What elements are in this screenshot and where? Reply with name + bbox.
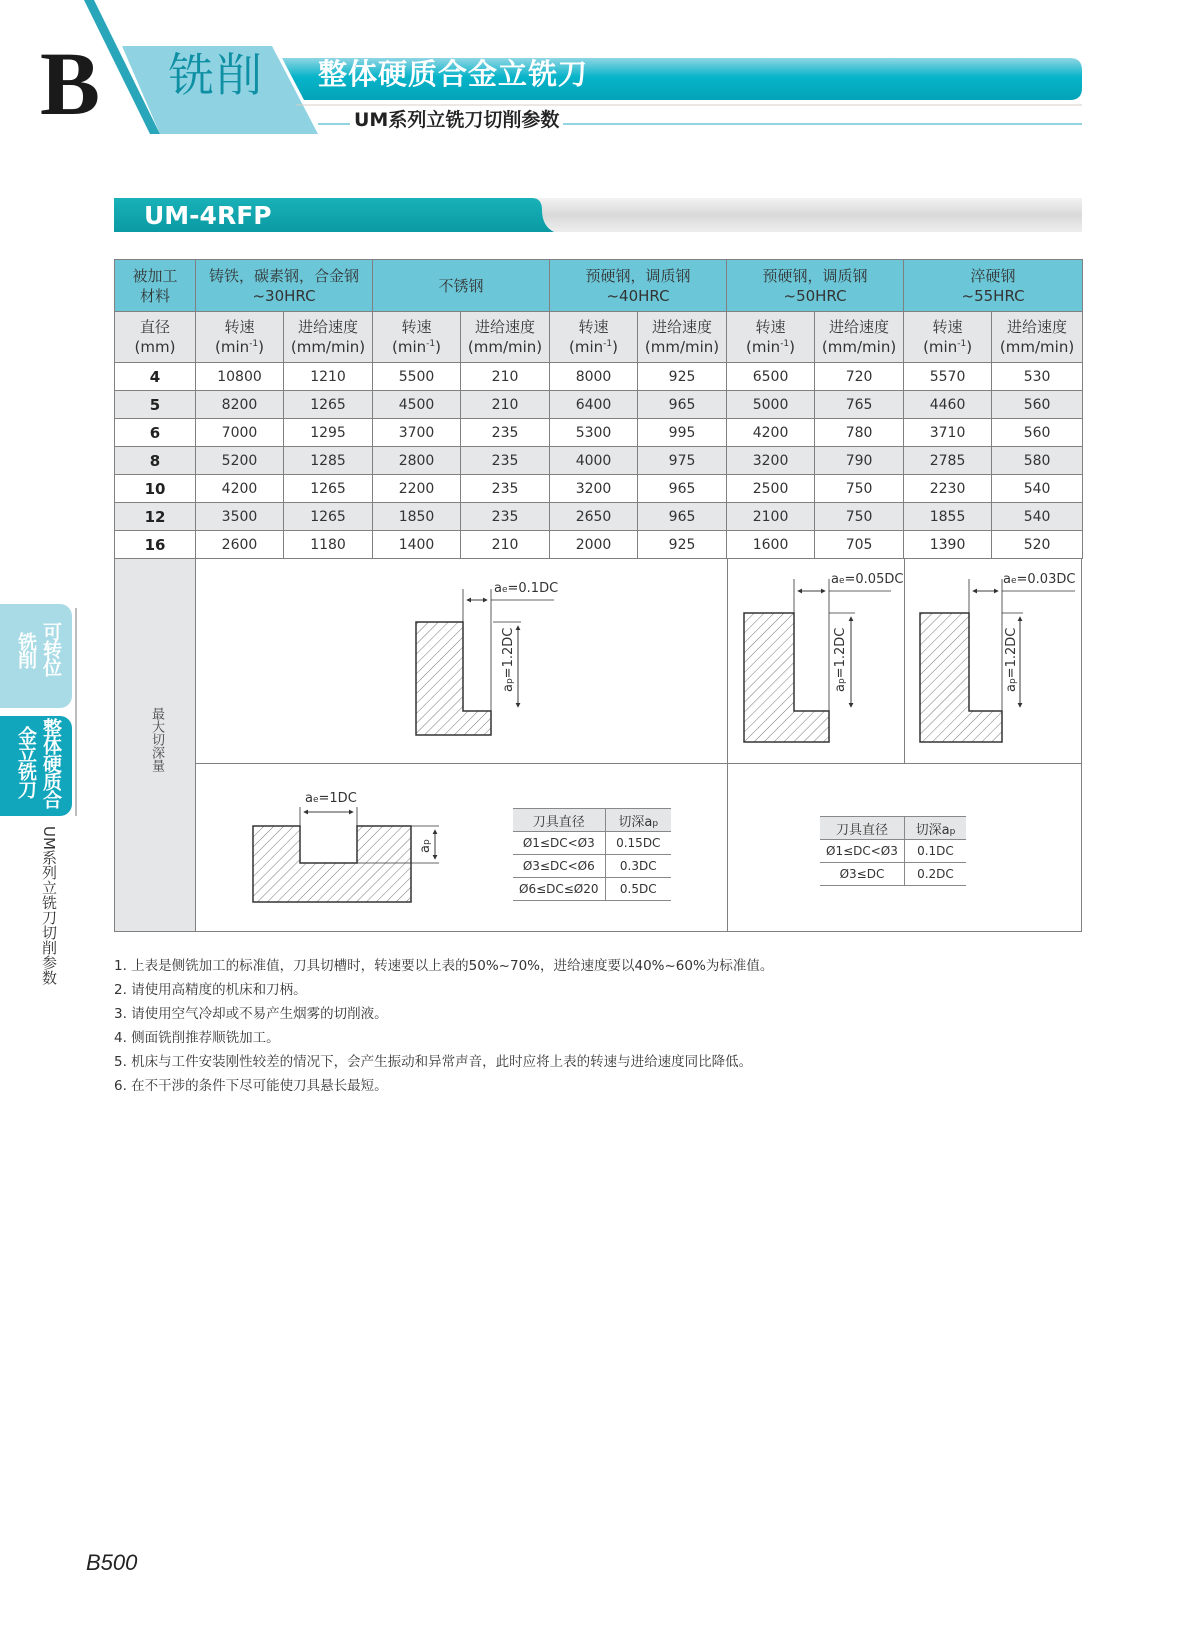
table-row bbox=[115, 419, 1083, 447]
speed-cell: 5200 bbox=[196, 447, 284, 475]
speed-cell: 5300 bbox=[550, 419, 638, 447]
model-name: UM-4RFP bbox=[144, 201, 272, 230]
speed-cell: 2500 bbox=[727, 475, 815, 503]
feed-cell: 750 bbox=[815, 475, 904, 503]
feed-cell: 765 bbox=[815, 391, 904, 419]
diameter-cell: 10 bbox=[115, 475, 196, 503]
speed-cell: 2200 bbox=[373, 475, 461, 503]
diameter-cell: 4 bbox=[115, 363, 196, 391]
slot-depth-row bbox=[513, 855, 671, 878]
feed-cell: 995 bbox=[638, 419, 727, 447]
feed-cell: 560 bbox=[992, 391, 1083, 419]
slot-ap-label: ap bbox=[418, 839, 433, 853]
speed-cell: 8000 bbox=[550, 363, 638, 391]
page-number: B500 bbox=[86, 1550, 138, 1575]
feed-cell: 780 bbox=[815, 419, 904, 447]
speed-cell: 5500 bbox=[373, 363, 461, 391]
feed-cell: 925 bbox=[638, 531, 727, 559]
slot-depth-row bbox=[820, 863, 966, 886]
diameter-range-cell: Ø3≤DC<Ø6 bbox=[513, 855, 605, 878]
note-item: 4. 侧面铣削推荐顺铣加工。 bbox=[114, 1030, 280, 1046]
diameter-cell: 16 bbox=[115, 531, 196, 559]
feed-cell: 520 bbox=[992, 531, 1083, 559]
speed-cell: 2000 bbox=[550, 531, 638, 559]
speed-cell: 2230 bbox=[904, 475, 992, 503]
slot-depth-table-1 bbox=[513, 808, 671, 901]
speed-cell: 3700 bbox=[373, 419, 461, 447]
feed-cell: 705 bbox=[815, 531, 904, 559]
speed-cell: 6400 bbox=[550, 391, 638, 419]
speed-cell: 2100 bbox=[727, 503, 815, 531]
cut-depth-header: 切深ap bbox=[605, 809, 671, 832]
speed-cell: 2785 bbox=[904, 447, 992, 475]
side-caption: UM系列立铣刀切削参数 bbox=[40, 826, 58, 985]
note-item: 6. 在不干涉的条件下尽可能使刀具悬长最短。 bbox=[114, 1078, 388, 1094]
speed-header: 转速 $(\min^{-1})$ bbox=[550, 312, 638, 363]
speed-cell: 10800 bbox=[196, 363, 284, 391]
diameter-range-cell: Ø1≤DC<Ø3 bbox=[820, 840, 904, 863]
ap-label-2: ap=1.2DC bbox=[833, 627, 848, 692]
feed-cell: 750 bbox=[815, 503, 904, 531]
note-item: 5. 机床与工件安装刚性较差的情况下，会产生振动和异常声音，此时应将上表的转速与进给速度同比降低。 bbox=[114, 1054, 753, 1070]
table-row bbox=[115, 447, 1083, 475]
cut-depth-header: 切深ap bbox=[904, 817, 966, 840]
speed-cell: 4000 bbox=[550, 447, 638, 475]
speed-cell: 1855 bbox=[904, 503, 992, 531]
note-item: 2. 请使用高精度的机床和刀柄。 bbox=[114, 982, 307, 998]
speed-header: 转速 $(\min^{-1})$ bbox=[196, 312, 284, 363]
slot-depth-row bbox=[820, 840, 966, 863]
material-label: 被加工 材料 bbox=[115, 260, 196, 312]
material-header-row bbox=[115, 260, 1083, 312]
table-row bbox=[115, 503, 1083, 531]
feed-cell: 210 bbox=[461, 391, 550, 419]
speed-cell: 1390 bbox=[904, 531, 992, 559]
diameter-cell: 12 bbox=[115, 503, 196, 531]
speed-cell: 3200 bbox=[550, 475, 638, 503]
speed-cell: 2800 bbox=[373, 447, 461, 475]
note-item: 3. 请使用空气冷却或不易产生烟雾的切削液。 bbox=[114, 1006, 388, 1022]
feed-cell: 975 bbox=[638, 447, 727, 475]
speed-cell: 3500 bbox=[196, 503, 284, 531]
category-label: 铣削 bbox=[168, 48, 264, 102]
diameter-header: 直径 (mm) bbox=[115, 312, 196, 363]
feed-cell: 1265 bbox=[284, 475, 373, 503]
side-tab-indexable-milling[interactable]: 可转位 铣削 bbox=[0, 604, 72, 708]
page-title: 整体硬质合金立铣刀 bbox=[318, 57, 589, 91]
table-row bbox=[115, 475, 1083, 503]
slotting-diagram bbox=[253, 807, 439, 902]
feed-cell: 580 bbox=[992, 447, 1083, 475]
diameter-cell: 6 bbox=[115, 419, 196, 447]
table-row bbox=[115, 391, 1083, 419]
tool-diameter-header: 刀具直径 bbox=[513, 809, 605, 832]
slot-depth-row bbox=[513, 878, 671, 901]
feed-cell: 965 bbox=[638, 503, 727, 531]
ae-label-1: ae=0.1DC bbox=[494, 581, 559, 596]
side-milling-diagram-3 bbox=[920, 579, 1075, 742]
material-prehardened-50: 预硬钢，调质钢 ~50HRC bbox=[727, 260, 904, 312]
diameter-range-cell: Ø6≤DC≤Ø20 bbox=[513, 878, 605, 901]
max-depth-label: 最大切深量 bbox=[149, 707, 164, 772]
depth-value-cell: 0.5DC bbox=[605, 878, 671, 901]
feed-cell: 965 bbox=[638, 475, 727, 503]
feed-cell: 925 bbox=[638, 363, 727, 391]
tool-diameter-header: 刀具直径 bbox=[820, 817, 904, 840]
material-cast-iron: 铸铁，碳素钢，合金钢 ~30HRC bbox=[196, 260, 373, 312]
feed-cell: 235 bbox=[461, 419, 550, 447]
model-bar bbox=[114, 198, 1082, 234]
notes-list bbox=[114, 954, 1014, 1098]
feed-cell: 790 bbox=[815, 447, 904, 475]
feed-cell: 1180 bbox=[284, 531, 373, 559]
page-subtitle: UM系列立铣刀切削参数 bbox=[350, 111, 563, 130]
ap-label-1: ap=1.2DC bbox=[501, 627, 516, 692]
feed-cell: 1265 bbox=[284, 391, 373, 419]
speed-cell: 2600 bbox=[196, 531, 284, 559]
feed-cell: 1210 bbox=[284, 363, 373, 391]
feed-cell: 235 bbox=[461, 447, 550, 475]
slot-depth-row bbox=[513, 832, 671, 855]
feed-cell: 210 bbox=[461, 531, 550, 559]
material-hardened-55: 淬硬钢 ~55HRC bbox=[904, 260, 1083, 312]
speed-cell: 6500 bbox=[727, 363, 815, 391]
depth-value-cell: 0.3DC bbox=[605, 855, 671, 878]
max-depth-section bbox=[114, 559, 1082, 932]
feed-cell: 235 bbox=[461, 503, 550, 531]
speed-cell: 1600 bbox=[727, 531, 815, 559]
table-row bbox=[115, 531, 1083, 559]
section-letter: B bbox=[40, 35, 99, 134]
feed-cell: 235 bbox=[461, 475, 550, 503]
feed-cell: 530 bbox=[992, 363, 1083, 391]
diameter-range-cell: Ø3≤DC bbox=[820, 863, 904, 886]
speed-cell: 8200 bbox=[196, 391, 284, 419]
speed-cell: 5000 bbox=[727, 391, 815, 419]
speed-cell: 5570 bbox=[904, 363, 992, 391]
side-milling-diagram-1 bbox=[416, 589, 554, 735]
speed-cell: 1850 bbox=[373, 503, 461, 531]
speed-header: 转速 $(\min^{-1})$ bbox=[727, 312, 815, 363]
diameter-cell: 5 bbox=[115, 391, 196, 419]
speed-cell: 4500 bbox=[373, 391, 461, 419]
side-rail bbox=[75, 608, 77, 816]
diameter-range-cell: Ø1≤DC<Ø3 bbox=[513, 832, 605, 855]
slot-ae-label: ae=1DC bbox=[305, 791, 357, 806]
table-row bbox=[115, 363, 1083, 391]
speed-cell: 4460 bbox=[904, 391, 992, 419]
ae-label-3: ae=0.03DC bbox=[1003, 572, 1076, 587]
depth-value-cell: 0.1DC bbox=[904, 840, 966, 863]
feed-cell: 210 bbox=[461, 363, 550, 391]
speed-cell: 7000 bbox=[196, 419, 284, 447]
depth-value-cell: 0.2DC bbox=[904, 863, 966, 886]
feed-cell: 1285 bbox=[284, 447, 373, 475]
note-item: 1. 上表是侧铣加工的标准值，刀具切槽时，转速要以上表的50%~70%，进给速度要以40%~60%为标准值。 bbox=[114, 958, 774, 974]
feed-cell: 965 bbox=[638, 391, 727, 419]
speed-cell: 2650 bbox=[550, 503, 638, 531]
material-stainless: 不锈钢 bbox=[373, 260, 550, 312]
unit-header-row bbox=[115, 312, 1083, 363]
feed-cell: 560 bbox=[992, 419, 1083, 447]
feed-cell: 540 bbox=[992, 503, 1083, 531]
speed-header: 转速 $(\min^{-1})$ bbox=[373, 312, 461, 363]
feed-header: 进给速度 (mm/min) bbox=[461, 312, 550, 363]
slot-depth-table-2 bbox=[820, 816, 966, 886]
speed-header: 转速 $(\min^{-1})$ bbox=[904, 312, 992, 363]
cutting-parameters-table bbox=[114, 259, 1082, 559]
side-tab-solid-carbide-endmill[interactable]: 整体硬质合 金立铣刀 bbox=[0, 716, 72, 816]
feed-cell: 540 bbox=[992, 475, 1083, 503]
speed-cell: 1400 bbox=[373, 531, 461, 559]
ae-label-2: ae=0.05DC bbox=[831, 572, 904, 587]
speed-cell: 4200 bbox=[196, 475, 284, 503]
material-prehardened-40: 预硬钢，调质钢 ~40HRC bbox=[550, 260, 727, 312]
speed-cell: 3200 bbox=[727, 447, 815, 475]
feed-header: 进给速度 (mm/min) bbox=[992, 312, 1083, 363]
speed-cell: 3710 bbox=[904, 419, 992, 447]
ap-label-3: ap=1.2DC bbox=[1004, 627, 1019, 692]
side-milling-diagram-2 bbox=[744, 579, 891, 742]
feed-cell: 720 bbox=[815, 363, 904, 391]
page-header bbox=[0, 0, 1200, 140]
feed-header: 进给速度 (mm/min) bbox=[815, 312, 904, 363]
diameter-cell: 8 bbox=[115, 447, 196, 475]
feed-cell: 1295 bbox=[284, 419, 373, 447]
feed-header: 进给速度 (mm/min) bbox=[638, 312, 727, 363]
depth-value-cell: 0.15DC bbox=[605, 832, 671, 855]
feed-header: 进给速度 (mm/min) bbox=[284, 312, 373, 363]
feed-cell: 1265 bbox=[284, 503, 373, 531]
speed-cell: 4200 bbox=[727, 419, 815, 447]
